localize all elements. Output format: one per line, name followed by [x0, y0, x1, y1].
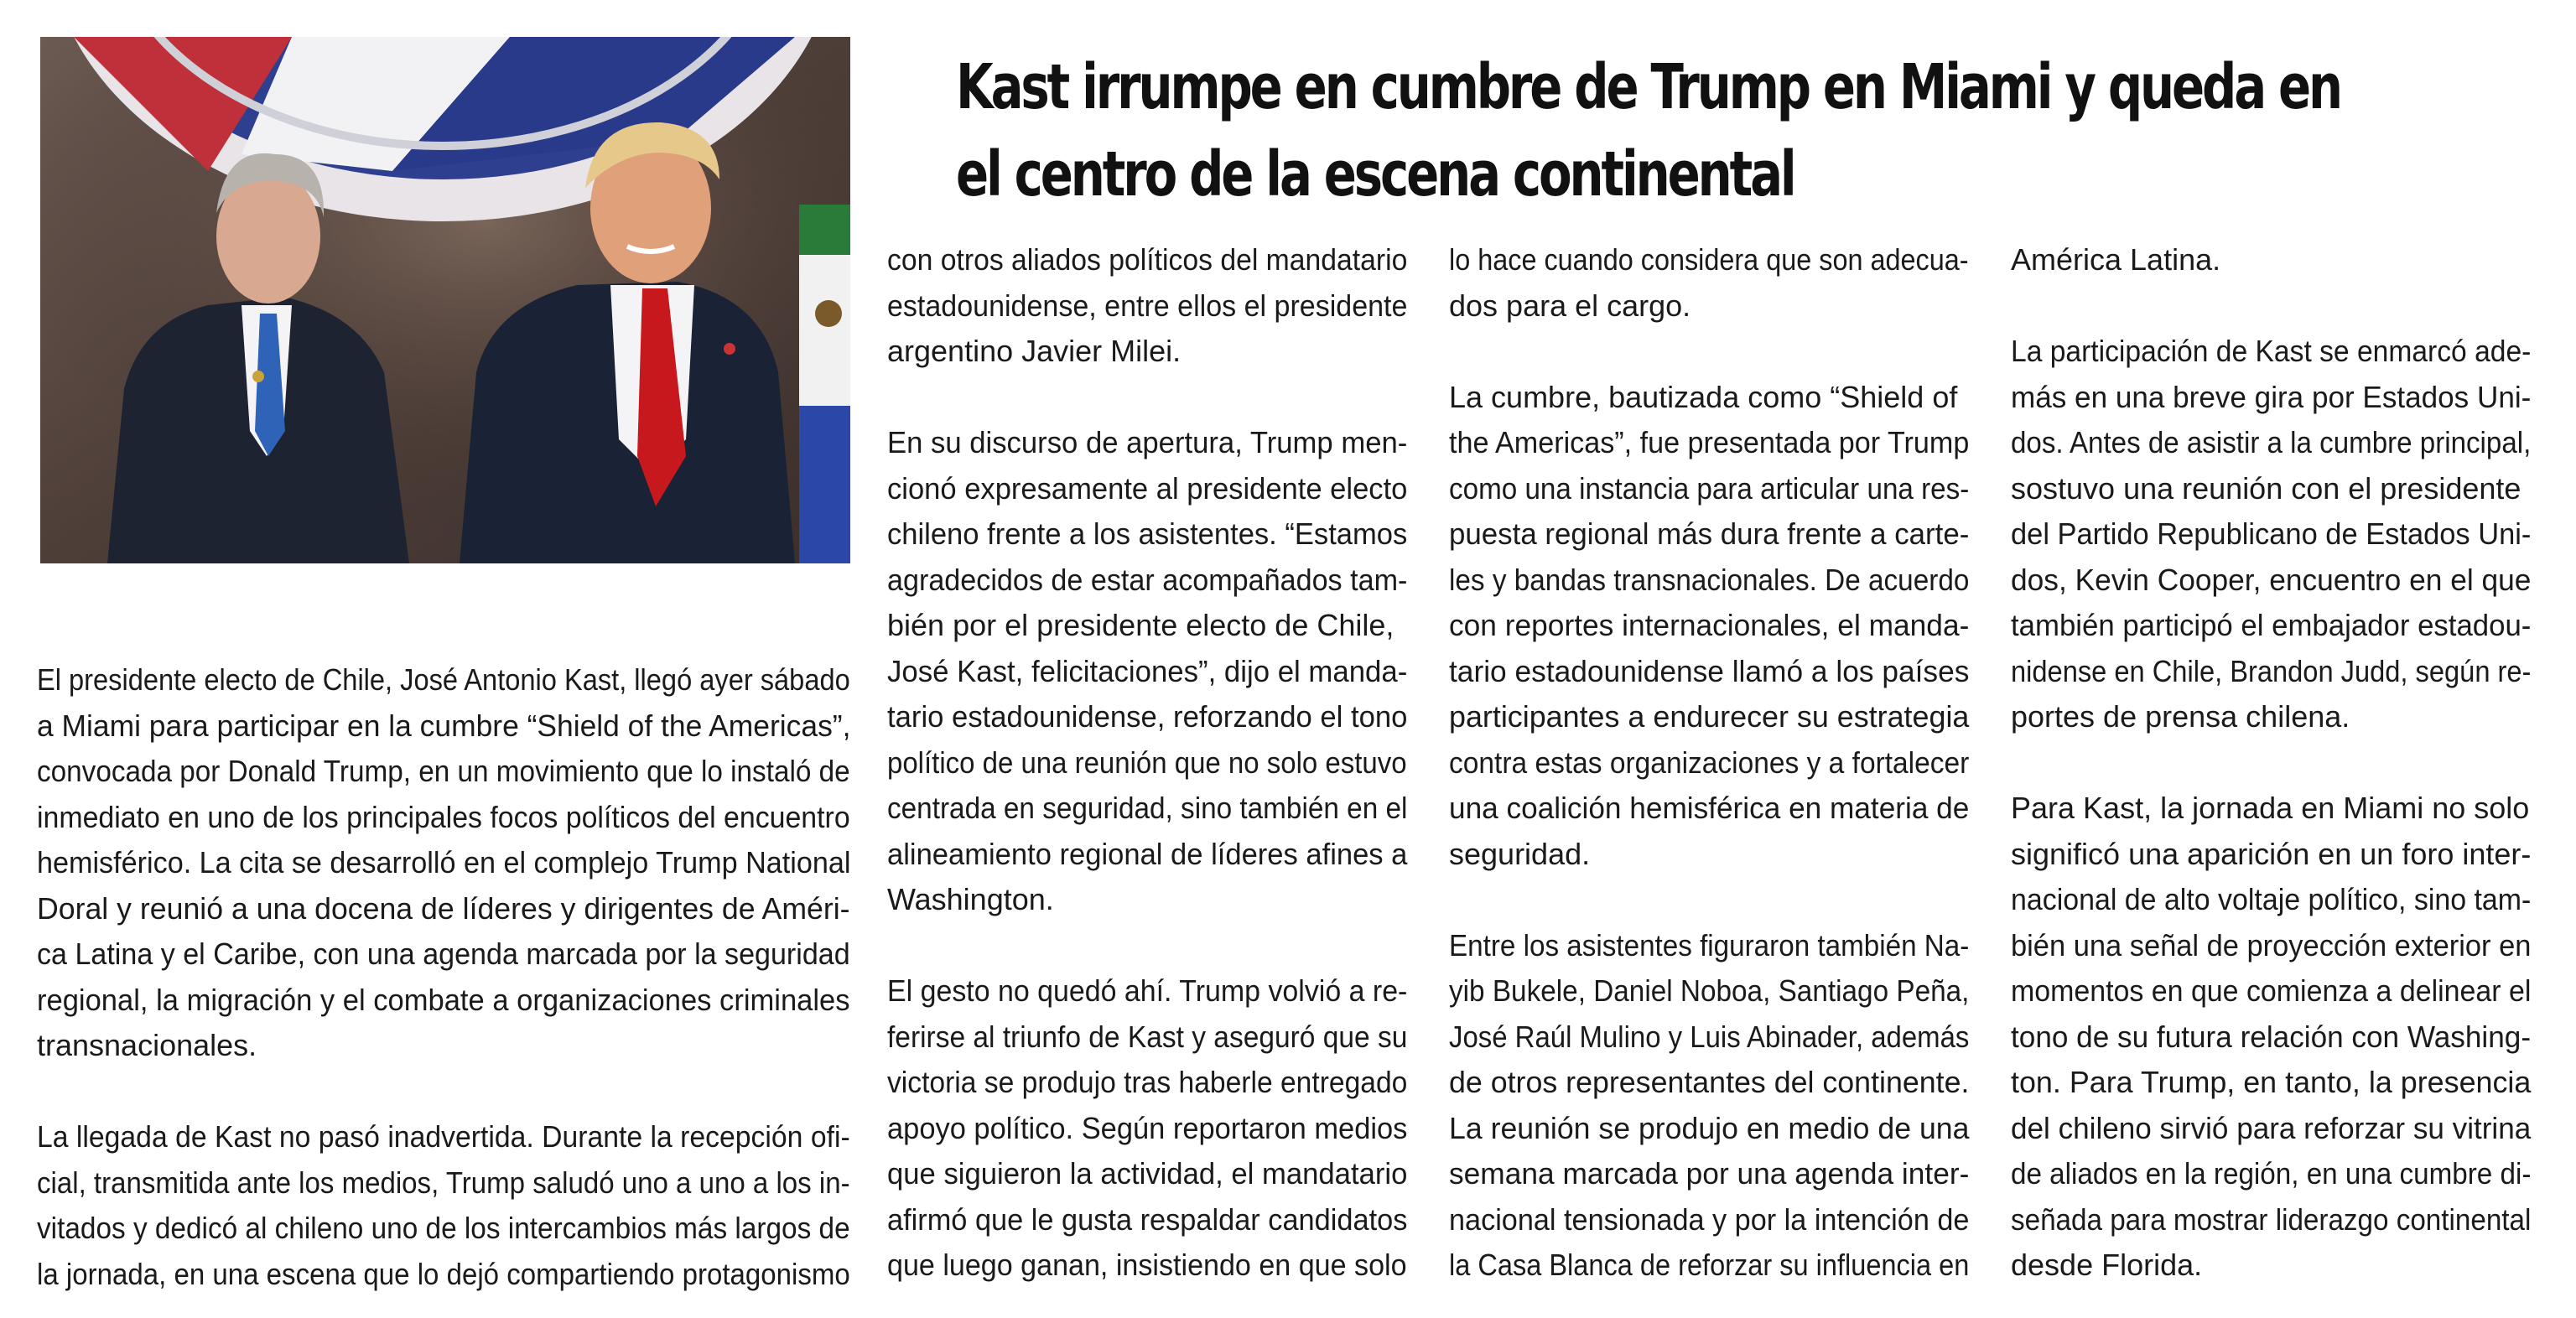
- text-line: estadounidense, entre ellos el presidente: [887, 288, 1408, 323]
- text-line: inmediato en uno de los principales focos políticos del encuentro: [37, 799, 850, 834]
- text-line: dos para el cargo.: [1449, 288, 1691, 323]
- text-line: América Latina.: [2011, 242, 2221, 277]
- text-line: sostuvo una reunión con el presidente: [2011, 470, 2521, 506]
- text-line: nacional de alto voltaje político, sino tam-: [2011, 882, 2532, 916]
- text-line: dos. Antes de asistir a la cumbre principal,: [2011, 425, 2532, 459]
- text-line: del Partido Republicano de Estados Uni-: [2011, 516, 2532, 551]
- text-line: La cumbre, bautizada como “Shield of: [1449, 379, 1958, 414]
- text-line: ca Latina y el Caribe, con una agenda marcada por la seguridad: [37, 937, 850, 971]
- text-line: contra estas organizaciones y a fortalecer: [1449, 745, 1970, 780]
- text-line: puesta regional más dura frente a carte-: [1449, 516, 1970, 551]
- article-column-3: [1449, 237, 1969, 1289]
- article-paragraph: [887, 968, 1407, 1289]
- text-line: José Kast, felicitaciones”, dijo el manda-: [887, 653, 1408, 688]
- text-line: La llegada de Kast no pasó inadvertida. Durante la recepción ofi-: [37, 1119, 850, 1154]
- text-line: ferirse al triunfo de Kast y aseguró que su: [887, 1019, 1408, 1054]
- text-line: que siguieron la actividad, el mandatario: [887, 1156, 1408, 1191]
- article-paragraph: [1449, 923, 1969, 1289]
- text-line: una coalición hemisférica en materia de: [1449, 791, 1970, 825]
- text-line: más en una breve gira por Estados Uni-: [2011, 379, 2532, 414]
- text-line: a Miami para participar en la cumbre “Shield of the Americas”,: [37, 708, 851, 743]
- text-line: argentino Javier Milei.: [887, 334, 1182, 368]
- headline-line: el centro de la escena continental: [956, 138, 1794, 210]
- article-paragraph: [887, 420, 1407, 923]
- article-paragraph: [2011, 786, 2531, 1289]
- text-line: bién una señal de proyección exterior en: [2011, 927, 2532, 963]
- text-line: Para Kast, la jornada en Miami no solo: [2011, 791, 2530, 825]
- text-line: victoria se produjo tras haberle entregado: [887, 1065, 1408, 1099]
- text-line: bién por el presidente electo de Chile,: [887, 608, 1394, 642]
- text-line: the Americas”, fue presentada por Trump: [1449, 425, 1970, 459]
- text-line: La participación de Kast se enmarcó ade-: [2011, 334, 2532, 368]
- text-line: semana marcada por una agenda inter-: [1449, 1156, 1970, 1191]
- article-paragraph: [37, 1114, 850, 1297]
- article-paragraph: [37, 657, 850, 1069]
- text-line: cionó expresamente al presidente electo: [887, 470, 1408, 506]
- text-line: tono de su futura relación con Washing-: [2011, 1019, 2532, 1054]
- text-line: yib Bukele, Daniel Noboa, Santiago Peña,: [1449, 973, 1970, 1008]
- text-line: señada para mostrar liderazgo continental: [2011, 1201, 2532, 1237]
- text-line: Entre los asistentes figuraron también Na-: [1449, 927, 1970, 963]
- text-line: José Raúl Mulino y Luis Abinader, además: [1449, 1019, 1970, 1054]
- text-line: que luego ganan, insistiendo en que solo: [887, 1248, 1407, 1282]
- text-line: agradecidos de estar acompañados tam-: [887, 562, 1408, 597]
- article-paragraph: [1449, 237, 1969, 329]
- text-line: tario estadounidense, reforzando el tono: [887, 699, 1408, 734]
- article-paragraph: [887, 237, 1407, 375]
- headline-line: Kast irrumpe en cumbre de Trump en Miami y queda en: [956, 51, 2341, 123]
- article-photo: [40, 37, 850, 563]
- text-line: hemisférico. La cita se desarrolló en el complejo Trump National: [37, 845, 851, 880]
- text-line: apoyo político. Según reportaron medios: [887, 1110, 1408, 1145]
- text-line: con otros aliados políticos del mandatario: [887, 242, 1408, 277]
- text-line: de otros representantes del continente.: [1449, 1065, 1970, 1099]
- kast-trump-photo: [40, 37, 850, 563]
- text-line: del chileno sirvió para reforzar su vitrina: [2011, 1110, 2532, 1145]
- text-line: afirmó que le gusta respaldar candidatos: [887, 1201, 1408, 1237]
- text-line: significó una aparición en un foro inter-: [2011, 836, 2532, 871]
- article-headline: [956, 44, 2341, 218]
- article-paragraph: [2011, 237, 2531, 283]
- text-line: de aliados en la región, en una cumbre di-: [2011, 1156, 2532, 1191]
- text-line: dos, Kevin Cooper, encuentro en el que: [2011, 562, 2532, 597]
- text-line: nidense en Chile, Brandon Judd, según re-: [2011, 653, 2532, 688]
- article-column-4: [2011, 237, 2531, 1289]
- text-line: En su discurso de apertura, Trump men-: [887, 425, 1408, 459]
- text-line: cial, transmitida ante los medios, Trump saludó uno a uno a los in-: [37, 1165, 850, 1200]
- text-line: también participó el embajador estadou-: [2011, 608, 2532, 642]
- text-line: con reportes internacionales, el manda-: [1449, 608, 1970, 642]
- text-line: alineamiento regional de líderes afines a: [887, 836, 1408, 871]
- text-line: seguridad.: [1449, 836, 1591, 871]
- text-line: transnacionales.: [37, 1028, 257, 1062]
- text-line: la jornada, en una escena que lo dejó compartiendo protagonismo: [37, 1256, 850, 1291]
- text-line: chileno frente a los asistentes. “Estamos: [887, 516, 1408, 551]
- text-line: centrada en seguridad, sino también en el: [887, 791, 1408, 825]
- text-line: les y bandas transnacionales. De acuerdo: [1449, 562, 1970, 597]
- text-line: político de una reunión que no solo estuvo: [887, 745, 1407, 780]
- article-paragraph: [2011, 329, 2531, 740]
- article-paragraph: [1449, 375, 1969, 878]
- text-line: La reunión se produjo en medio de una: [1449, 1110, 1970, 1145]
- text-line: nacional tensionada y por la intención de: [1449, 1201, 1970, 1237]
- text-line: desde Florida.: [2011, 1248, 2203, 1282]
- text-line: lo hace cuando considera que son adecua-: [1449, 242, 1969, 277]
- text-line: participantes a endurecer su estrategia: [1449, 699, 1970, 734]
- text-line: vitados y dedicó al chileno uno de los intercambios más largos de: [37, 1211, 850, 1245]
- text-line: momentos en que comienza a delinear el: [2011, 973, 2532, 1008]
- text-line: tario estadounidense llamó a los países: [1449, 653, 1970, 688]
- article-column-1: [37, 657, 850, 1297]
- text-line: la Casa Blanca de reforzar su influencia en: [1449, 1248, 1970, 1282]
- text-line: portes de prensa chilena.: [2011, 699, 2350, 734]
- text-line: Washington.: [887, 882, 1054, 916]
- text-line: regional, la migración y el combate a organizaciones criminales: [37, 982, 850, 1017]
- text-line: convocada por Donald Trump, en un movimiento que lo instaló de: [37, 754, 850, 788]
- text-line: como una instancia para articular una res-: [1449, 470, 1970, 506]
- text-line: El presidente electo de Chile, José Antonio Kast, llegó ayer sábado: [37, 662, 850, 697]
- text-line: El gesto no quedó ahí. Trump volvió a re-: [887, 973, 1408, 1008]
- text-line: Doral y reunió a una docena de líderes y dirigentes de Améri-: [37, 890, 850, 926]
- article-column-2: [887, 237, 1407, 1289]
- text-line: ton. Para Trump, en tanto, la presencia: [2011, 1065, 2532, 1099]
